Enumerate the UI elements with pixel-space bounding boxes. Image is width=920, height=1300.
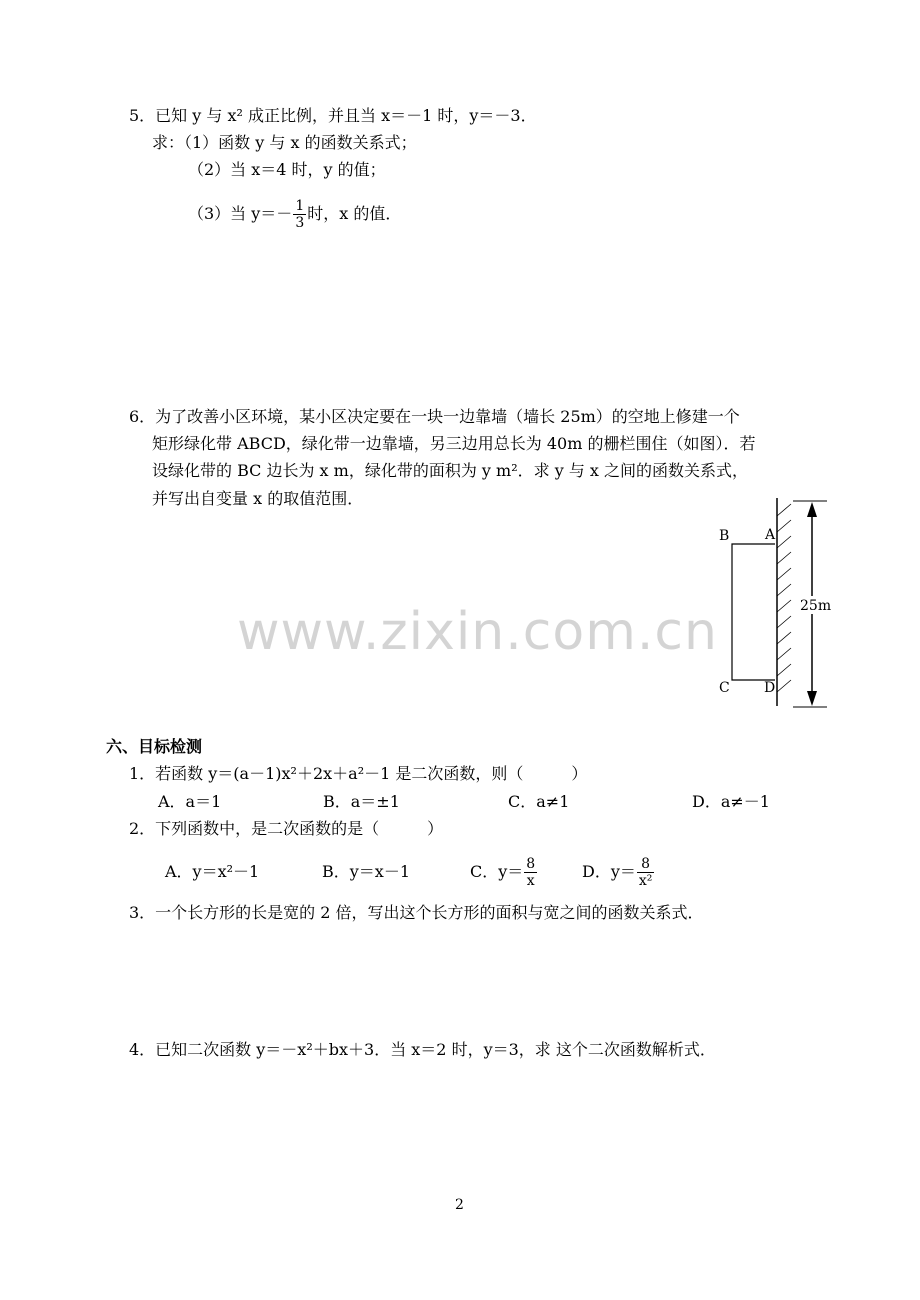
page-number: 2 (455, 1197, 464, 1213)
s6-q2-option-d (582, 852, 655, 892)
s6-q1-option-b: B．a＝±1 (323, 792, 400, 811)
q6-figure (705, 492, 845, 722)
q6-line-4: 并写出自变量 x 的取值范围． (152, 489, 364, 508)
wall-hatching (777, 504, 791, 692)
s6-q1-option-d: D．a≠－1 (692, 792, 770, 811)
q6-line-1: 6．为了改善小区环境，某小区决定要在一块一边靠墙（墙长 25m）的空地上修建一个 (129, 407, 740, 426)
s6-q2-option-d-denominator: x² (638, 873, 653, 889)
s6-q1-option-a: A．a＝1 (158, 792, 222, 811)
s6-q3: 3．一个长方形的长是宽的 2 倍，写出这个长方形的面积与宽之间的函数关系式． (129, 903, 704, 922)
s6-q2-option-d-numerator: 8 (637, 856, 655, 873)
q5-line-4-pre: （3）当 y＝－ (188, 204, 293, 223)
watermark: www.zixin.com.cn (237, 602, 718, 662)
s6-q2-option-d-fraction (637, 856, 655, 889)
s6-q2-option-b: B．y＝x－1 (322, 862, 411, 881)
fence-rectangle (732, 544, 775, 680)
q5-fraction-numerator: 1 (295, 198, 305, 214)
q5-line-4 (188, 194, 401, 234)
s6-q2-option-a: A．y＝x²－1 (165, 862, 260, 881)
label-d: D (764, 680, 776, 696)
section-heading: 六、目标检测 (106, 737, 203, 756)
q5-line-2: 求：（1）函数 y 与 x 的函数关系式； (152, 133, 417, 152)
label-c: C (719, 680, 730, 696)
arrow-up-icon (807, 502, 817, 517)
q6-line-3: 设绿化带的 BC 边长为 x m，绿化带的面积为 y m²．求 y 与 x 之间的函数关系式， (152, 461, 749, 480)
label-b: B (719, 528, 730, 544)
s6-q2-stem: 2．下列函数中，是二次函数的是（ ） (129, 819, 444, 838)
s6-q2-option-c (470, 852, 538, 892)
s6-q2-option-c-denominator: x (526, 873, 535, 889)
q5-line-3: （2）当 x＝4 时，y 的值； (188, 160, 386, 179)
q5-fraction (293, 198, 306, 231)
s6-q4: 4．已知二次函数 y＝－x²＋bx＋3．当 x＝2 时，y＝3，求 这个二次函数解析式． (129, 1040, 716, 1059)
s6-q2-option-c-fraction (524, 856, 537, 889)
s6-q2-option-d-pre: D．y＝ (582, 862, 636, 881)
s6-q2-option-c-numerator: 8 (526, 856, 536, 872)
label-a: A (765, 527, 776, 543)
q5-line-1: 5．已知 y 与 x² 成正比例，并且当 x＝－1 时，y＝－3． (129, 106, 537, 125)
q6-line-2: 矩形绿化带 ABCD，绿化带一边靠墙，另三边用总长为 40m 的栅栏围住（如图）．若 (152, 434, 756, 453)
s6-q2-option-c-pre: C．y＝ (470, 862, 524, 881)
arrow-down-icon (807, 691, 817, 706)
q5-fraction-denominator: 3 (295, 215, 305, 231)
wall-length-label: 25m (800, 598, 832, 614)
s6-q1-option-c: C．a≠1 (508, 792, 570, 811)
s6-q1-stem: 1．若函数 y＝(a－1)x²＋2x＋a²－1 是二次函数，则（ ） (129, 764, 588, 783)
q5-line-4-post: 时，x 的值． (307, 204, 402, 223)
